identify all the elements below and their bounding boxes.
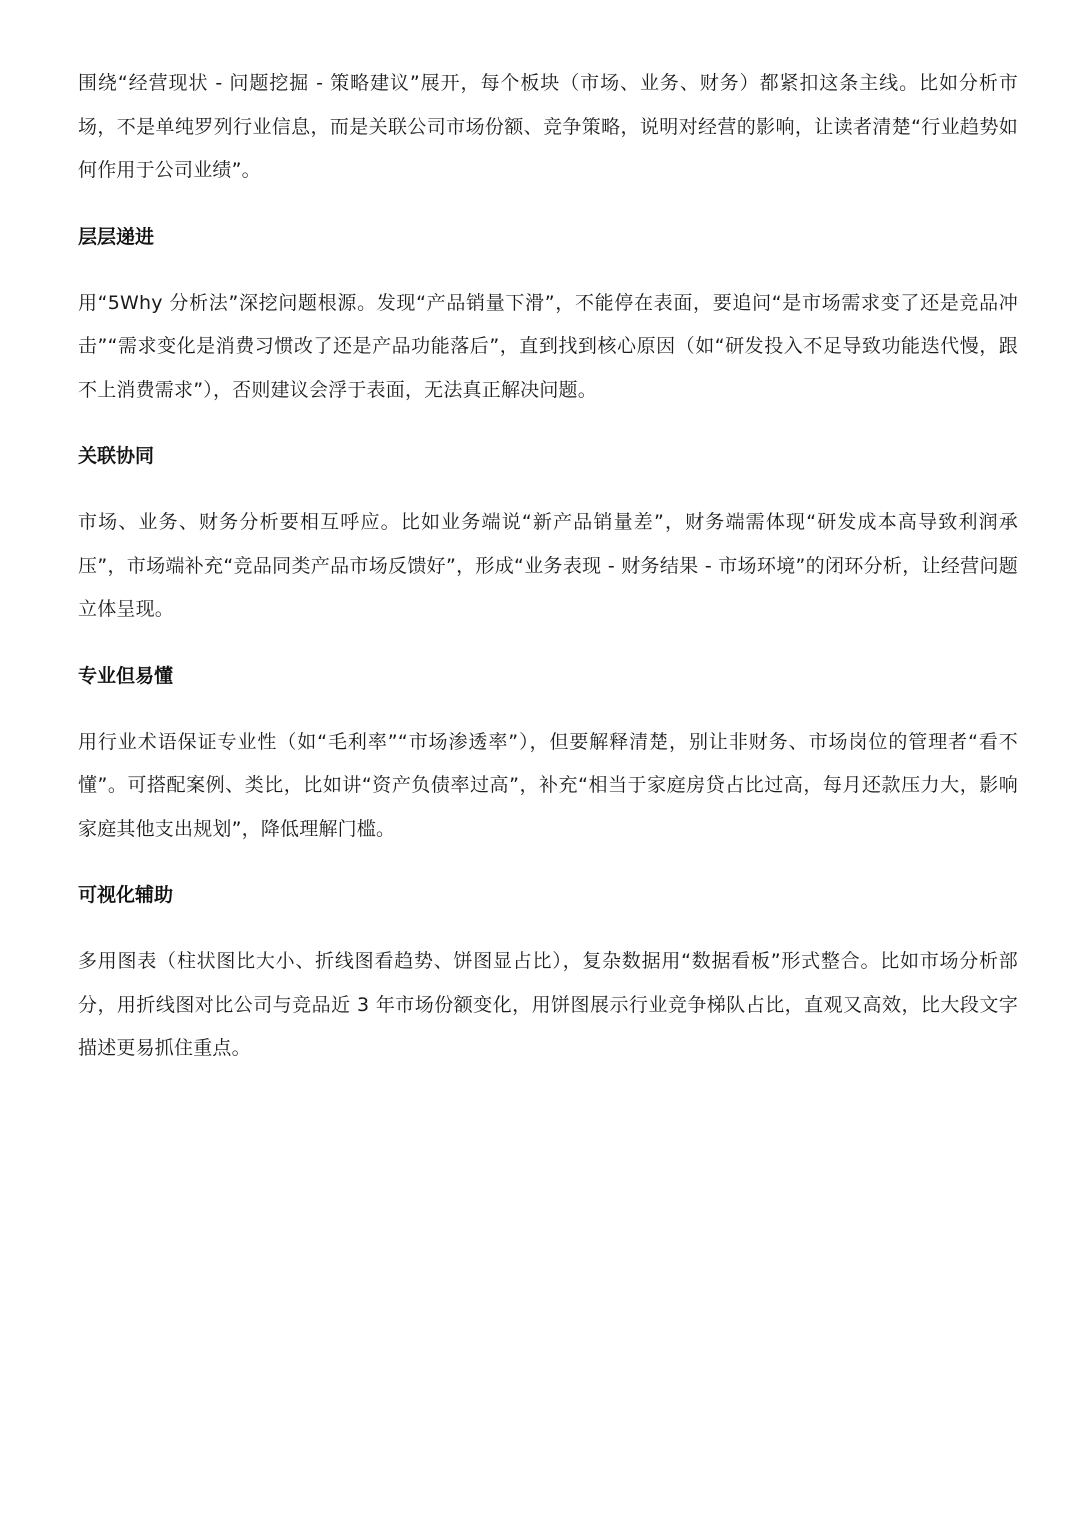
section-body-visualization: 多用图表（柱状图比大小、折线图看趋势、饼图显占比），复杂数据用“数据看板”形式整合。比如市场分析部分，用折线图对比公司与竞品近 3 年市场份额变化，用饼图展示行业竞争梯队占比，直观又高效，比大段文字描述更易抓住重点。 — [78, 950, 1018, 1059]
section-body-progressive: 用“5Why 分析法”深挖问题根源。发现“产品销量下滑”，不能停在表面，要追问“是市场需求变了还是竞品冲击”“需求变化是消费习惯改了还是产品功能落后”，直到找到核心原因（如“研发投入不足导致功能迭代慢，跟不上消费需求”），否则建议会浮于表面，无法真正解决问题。 — [78, 291, 1018, 401]
section-heading-progressive: 层层递进 — [78, 225, 155, 248]
section-heading-visualization: 可视化辅助 — [78, 884, 174, 906]
section-heading-professional: 专业但易懂 — [78, 664, 174, 687]
section-body-synergy: 市场、业务、财务分析要相互呼应。比如业务端说“新产品销量差”，财务端需体现“研发成本高导致利润承压”，市场端补充“竞品同类产品市场反馈好”，形成“业务表现 - 财务结果 - 市场环境”的闭环分析，让经营问题立体呈现。 — [78, 511, 1018, 620]
section-body-professional: 用行业术语保证专业性（如“毛利率”“市场渗透率”），但要解释清楚，别让非财务、市场岗位的管理者“看不懂”。可搭配案例、类比，比如讲“资产负债率过高”，补充“相当于家庭房贷占比过高，每月还款压力大，影响家庭其他支出规划”，降低理解门槛。 — [78, 730, 1018, 840]
document-body — [78, 62, 1018, 1071]
section-heading-synergy: 关联协同 — [78, 445, 155, 467]
intro-paragraph: 围绕“经营现状 - 问题挖掘 - 策略建议”展开，每个板块（市场、业务、财务）都紧扣这条主线。比如分析市场，不是单纯罗列行业信息，而是关联公司市场份额、竞争策略，说明对经营的影响，让读者清楚“行业趋势如何作用于公司业绩”。 — [78, 72, 1018, 181]
